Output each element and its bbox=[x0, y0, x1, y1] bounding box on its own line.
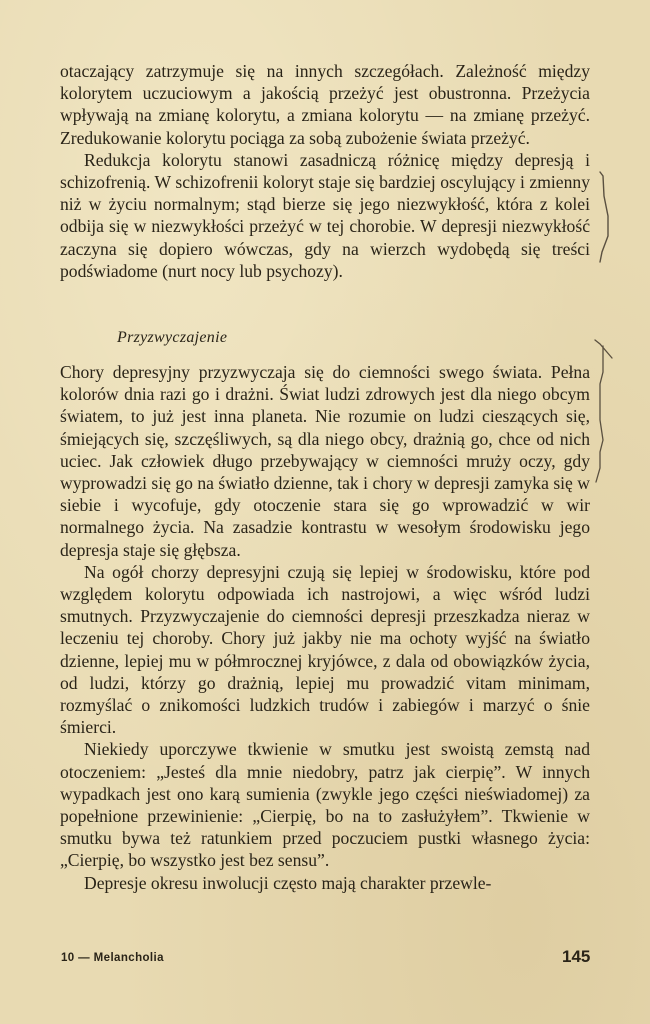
paragraph: Redukcja kolorytu stanowi zasadniczą różnicę między depresją i schizofrenią. W schizofrenii koloryt staje się bardziej oscylujący i zmienny niż w życiu normalnym; stąd bierze się jego niezwykłość, która z kolei odbija się w niezwykłości przeżyć w tej chorobie. W depresji niezwykłość zaczyna się dopiero wówczas, gdy na wierzch wydobędą się treści podświadome (nurt nocy lub psychozy). bbox=[60, 149, 590, 281]
main-text-block bbox=[60, 361, 590, 894]
paragraph: Niekiedy uporczywe tkwienie w smutku jest swoistą zemstą nad otoczeniem: „Jesteś dla mnie niedobry, patrz jak cierpię”. W innych wypadkach jest ono karą sumienia (zwykle jego części nieświadomej) za popełnione przewinienie: „Cierpię, bo na to zasłużyłem”. Tkwienie w smutku bywa też ratunkiem przed poczuciem pustki własnego życia: „Cierpię, bo wszystko jest bez sensu”. bbox=[60, 739, 590, 871]
section-heading: Przyzwyczajenie bbox=[117, 329, 228, 346]
paragraph: otaczający zatrzymuje się na innych szczegółach. Zależność między kolorytem uczuciowym a jakością przeżyć jest obustronna. Przeżycia wpływają na zmianę kolorytu, a zmiana kolorytu — na zmianę przeżyć. Zredukowanie kolorytu pociąga za sobą zubożenie świata przeżyć. bbox=[60, 61, 590, 148]
paragraph: Na ogół chorzy depresyjni czują się lepiej w środowisku, które pod względem kolorytu odpowiada ich nastrojowi, a więc wśród ludzi smutnych. Przyzwyczajenie do ciemności depresji przeszkadza nieraz w leczeniu tej choroby. Chory już jakby nie ma ochoty wyjść na światło dzienne, lepiej mu w półmrocznej kryjówce, z dala od obowiązków życia, od ludzi, którzy go drażnią, lepiej mu prowadzić vitam minimam, rozmyślać o znikomości ludzkich trudów i zabiegów i marzyć o śnie śmierci. bbox=[60, 561, 590, 738]
printer-signature: 10 — Melancholia bbox=[61, 952, 164, 964]
paragraph: Depresje okresu inwolucji często mają charakter przewle- bbox=[84, 872, 492, 893]
top-text-block bbox=[60, 60, 590, 282]
pencil-bracket-mark bbox=[595, 340, 612, 482]
pencil-bracket-mark bbox=[600, 172, 608, 262]
page-number: 145 bbox=[562, 947, 591, 966]
paragraph: Chory depresyjny przyzwyczaja się do ciemności swego świata. Pełna kolorów dnia razi go i drażni. Świat ludzi zdrowych jest dla niego obcym światem, to już jest inna planeta. Nie rozumie on ludzi cieszących się, śmiejących się, szczęśliwych, są dla niego obcy, drażnią go, chce od nich uciec. Jak człowiek długo przebywający w ciemności mruży oczy, gdy wyprowadzi się go na światło dzienne, tak i chory w depresji zamyka się w siebie i wycofuje, gdy otoczenie stara się go wprowadzić w wir normalnego życia. Na zasadzie kontrastu w wesołym środowisku jego depresja staje się głębsza. bbox=[60, 362, 590, 560]
